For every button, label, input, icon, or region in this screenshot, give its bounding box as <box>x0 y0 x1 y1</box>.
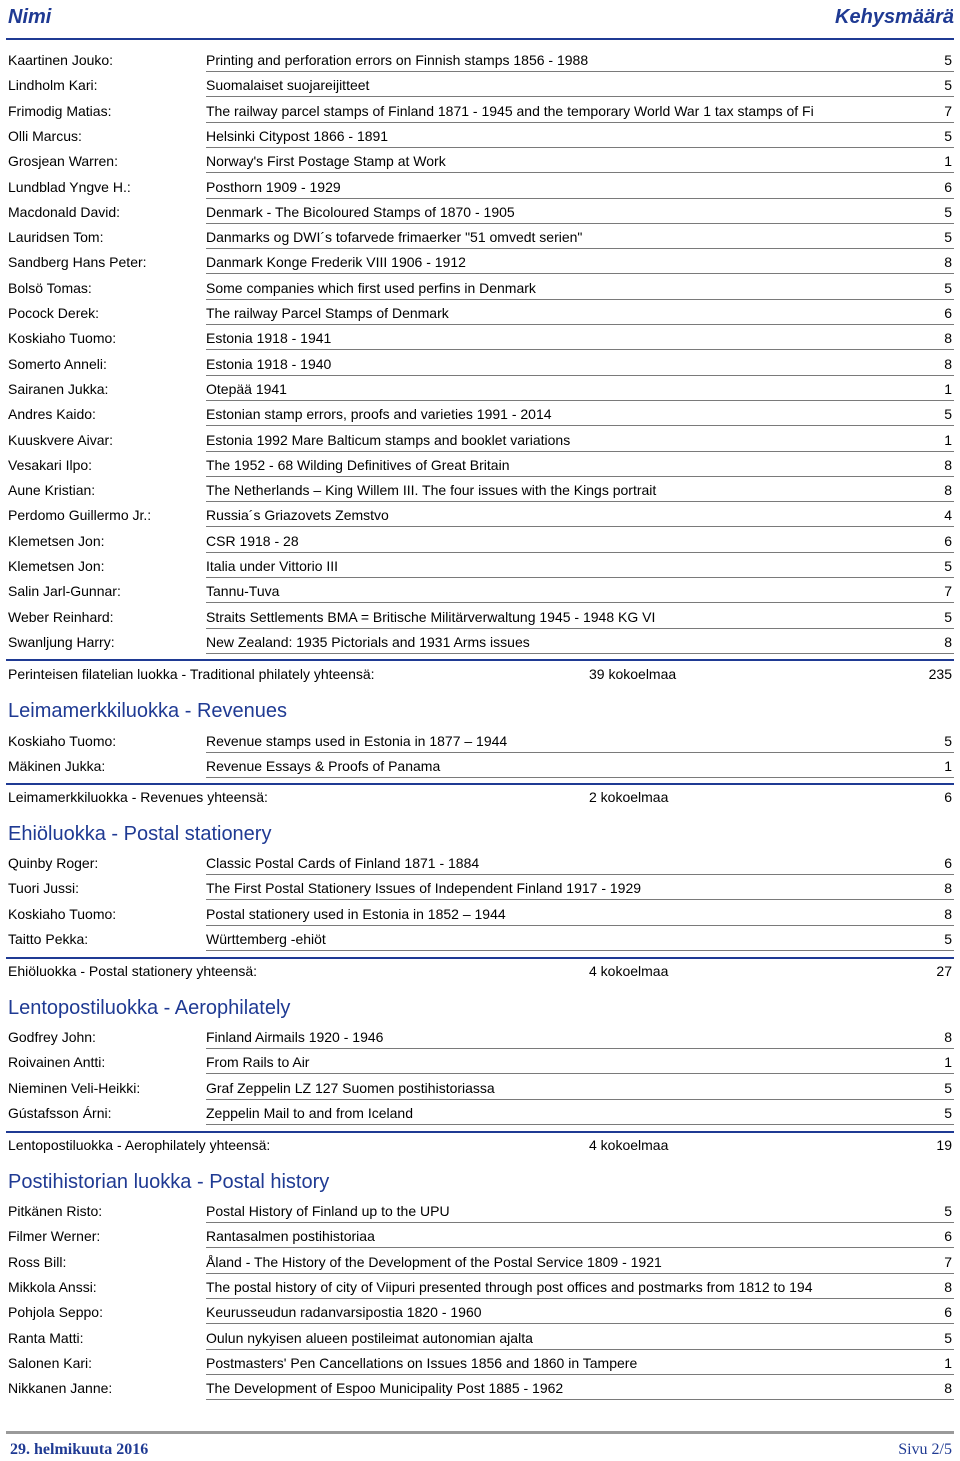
exhibitor-name: Lundblad Yngve H.: <box>8 178 131 195</box>
exhibitor-name: Klemetsen Jon: <box>8 558 105 574</box>
exhibit-row <box>0 505 960 530</box>
exhibit-row <box>0 126 960 151</box>
row-underline <box>206 1222 954 1223</box>
row-underline <box>206 1273 954 1274</box>
exhibit-title: Danmarks og DWI´s tofarvede frimaerker "51 omvedt serien" <box>206 229 583 246</box>
exhibitor-name: Koskiaho Tuomo: <box>8 330 117 347</box>
frame-count: 1 <box>944 153 952 170</box>
exhibit-row <box>0 904 960 929</box>
exhibit-row <box>0 1328 960 1353</box>
frame-count: 5 <box>944 608 952 625</box>
exhibit-row <box>0 480 960 505</box>
frame-count: 8 <box>944 1029 952 1045</box>
frame-count: 1 <box>944 380 952 397</box>
footer-date: 29. helmikuuta 2016 <box>10 1441 149 1458</box>
exhibit-row <box>0 731 960 756</box>
frame-count: 5 <box>944 229 952 246</box>
exhibitor-name: Koskiaho Tuomo: <box>8 733 117 749</box>
exhibit-row <box>0 354 960 379</box>
exhibitor-name: Pocock Derek: <box>8 305 100 321</box>
row-underline <box>206 324 954 325</box>
summary-divider <box>6 659 954 661</box>
exhibit-title: Tannu-Tuva <box>206 583 280 600</box>
row-underline <box>206 501 954 502</box>
frame-count: 5 <box>944 52 952 68</box>
frame-count: 1 <box>944 1054 952 1071</box>
exhibitor-name: Klemetsen Jon: <box>8 532 105 549</box>
frame-count: 6 <box>944 532 952 549</box>
frame-count: 6 <box>944 855 952 871</box>
exhibitor-name: Pohjola Seppo: <box>8 1304 103 1321</box>
frame-count: 5 <box>944 558 952 574</box>
summary-divider <box>6 957 954 959</box>
exhibitor-name: Quinby Roger: <box>8 855 99 871</box>
frame-count: 8 <box>944 254 952 271</box>
exhibit-row <box>0 929 960 954</box>
exhibitor-name: Andres Kaido: <box>8 406 96 423</box>
row-underline <box>206 526 954 527</box>
frame-count: 5 <box>944 733 952 749</box>
exhibitor-name: Perdomo Guillermo Jr.: <box>8 507 152 524</box>
exhibit-row <box>0 1277 960 1302</box>
row-underline <box>206 552 954 553</box>
summary-divider <box>6 1131 954 1133</box>
exhibitor-name: Nieminen Veli-Heikki: <box>8 1079 141 1096</box>
frame-count: 8 <box>944 456 952 473</box>
exhibitor-name: Tuori Jussi: <box>8 880 80 897</box>
exhibit-title: The railway Parcel Stamps of Denmark <box>206 305 449 321</box>
exhibit-title: Oulun nykyisen alueen postileimat autonomian ajalta <box>206 1329 533 1346</box>
row-underline <box>206 1323 954 1324</box>
exhibit-title: The postal history of city of Viipuri presented through post offices and postmarks from 1812 to 194 <box>206 1278 813 1295</box>
exhibitor-name: Godfrey John: <box>8 1029 96 1045</box>
exhibit-row <box>0 50 960 75</box>
exhibit-title: The railway parcel stamps of Finland 1871 - 1945 and the temporary World War 1 tax stamps of Fi <box>206 102 814 119</box>
frame-count: 5 <box>944 1104 952 1121</box>
frame-count: 8 <box>944 355 952 372</box>
exhibitor-name: Lindholm Kari: <box>8 77 98 94</box>
exhibit-row <box>0 531 960 556</box>
exhibit-title: Postmasters' Pen Cancellations on Issues 1856 and 1860 in Tampere <box>206 1354 638 1371</box>
exhibitor-name: Salonen Kari: <box>8 1354 93 1371</box>
exhibitor-name: Sandberg Hans Peter: <box>8 254 147 271</box>
frame-count: 6 <box>944 1304 952 1321</box>
header-divider <box>6 38 954 40</box>
exhibit-title: Norway's First Postage Stamp at Work <box>206 153 446 170</box>
row-underline <box>206 777 954 778</box>
exhibit-title: New Zealand: 1935 Pictorials and 1931 Arms issues <box>206 633 530 650</box>
row-underline <box>206 577 954 578</box>
frame-count: 8 <box>944 1278 952 1295</box>
row-underline <box>206 1247 954 1248</box>
row-underline <box>206 375 954 376</box>
summary-collections: 39 kokoelmaa <box>589 666 677 682</box>
exhibit-title: The Netherlands – King Willem III. The four issues with the Kings portrait <box>206 482 657 499</box>
page-header <box>8 6 954 34</box>
exhibit-row <box>0 853 960 878</box>
exhibitor-name: Ranta Matti: <box>8 1329 84 1346</box>
exhibit-title: Suomalaiset suojareijitteet <box>206 77 370 94</box>
exhibitor-name: Somerto Anneli: <box>8 355 107 372</box>
summary-label: Leimamerkkiluokka - Revenues yhteensä: <box>8 789 268 805</box>
frame-count: 5 <box>944 930 952 947</box>
exhibitor-name: Grosjean Warren: <box>8 153 118 170</box>
exhibit-title: Postal History of Finland up to the UPU <box>206 1203 450 1219</box>
frame-count: 7 <box>944 583 952 600</box>
exhibit-row <box>0 404 960 429</box>
exhibit-title: Estonia 1918 - 1941 <box>206 330 332 347</box>
row-underline <box>206 400 954 401</box>
exhibit-title: Some companies which first used perfins in Denmark <box>206 279 536 296</box>
exhibit-title: Italia under Vittorio III <box>206 558 339 574</box>
frame-count: 8 <box>944 880 952 897</box>
exhibit-title: Otepää 1941 <box>206 380 287 397</box>
frame-count: 1 <box>944 758 952 775</box>
frame-count: 6 <box>944 305 952 321</box>
exhibit-title: Printing and perforation errors on Finnish stamps 1856 - 1988 <box>206 52 589 68</box>
row-underline <box>206 1099 954 1100</box>
frame-count: 6 <box>944 1228 952 1245</box>
exhibit-title: Helsinki Citypost 1866 - 1891 <box>206 127 389 144</box>
exhibit-row <box>0 202 960 227</box>
exhibit-title: CSR 1918 - 28 <box>206 532 299 549</box>
row-underline <box>206 273 954 274</box>
exhibitor-name: Taitto Pekka: <box>8 930 89 947</box>
row-underline <box>206 950 954 951</box>
summary-collections: 4 kokoelmaa <box>589 963 669 979</box>
exhibit-row <box>0 1226 960 1251</box>
summary-total: 235 <box>928 666 952 682</box>
frame-count: 1 <box>944 1354 952 1371</box>
row-underline <box>206 349 954 350</box>
exhibit-row <box>0 252 960 277</box>
row-underline <box>206 602 954 603</box>
footer-divider <box>6 1431 954 1434</box>
section-summary <box>0 961 960 983</box>
section-summary <box>0 1135 960 1157</box>
exhibit-row <box>0 1052 960 1077</box>
row-underline <box>206 147 954 148</box>
exhibit-row <box>0 1252 960 1277</box>
row-underline <box>206 198 954 199</box>
frame-count: 5 <box>944 406 952 423</box>
row-underline <box>206 1124 954 1125</box>
summary-divider <box>6 783 954 785</box>
row-underline <box>206 628 954 629</box>
row-underline <box>206 1399 954 1400</box>
exhibit-row <box>0 878 960 903</box>
exhibit-row <box>0 632 960 657</box>
exhibit-title: Straits Settlements BMA = Britische Militärverwaltung 1945 - 1948 KG VI <box>206 608 656 625</box>
frame-count: 5 <box>944 77 952 94</box>
exhibit-row <box>0 581 960 606</box>
exhibitor-name: Roivainen Antti: <box>8 1054 106 1071</box>
exhibit-row <box>0 756 960 781</box>
row-underline <box>206 752 954 753</box>
row-underline <box>206 223 954 224</box>
footer-page-number: Sivu 2/5 <box>898 1441 952 1458</box>
exhibitor-name: Olli Marcus: <box>8 127 82 144</box>
exhibit-title: The Development of Espoo Municipality Post 1885 - 1962 <box>206 1380 564 1397</box>
row-underline <box>206 425 954 426</box>
frame-count: 5 <box>944 1079 952 1096</box>
exhibitor-name: Sairanen Jukka: <box>8 380 109 397</box>
frame-count: 5 <box>944 203 952 220</box>
frame-count: 7 <box>944 1253 952 1270</box>
frame-count: 5 <box>944 1329 952 1346</box>
exhibit-row <box>0 278 960 303</box>
exhibit-title: The First Postal Stationery Issues of Independent Finland 1917 - 1929 <box>206 880 642 897</box>
row-underline <box>206 899 954 900</box>
frame-count: 8 <box>944 633 952 650</box>
row-underline <box>206 451 954 452</box>
summary-collections: 4 kokoelmaa <box>589 1137 669 1153</box>
exhibit-title: Posthorn 1909 - 1929 <box>206 178 341 195</box>
exhibit-row <box>0 607 960 632</box>
exhibit-row <box>0 1302 960 1327</box>
exhibitor-name: Kuuskvere Aivar: <box>8 431 114 448</box>
exhibit-title: Zeppelin Mail to and from Iceland <box>206 1104 413 1121</box>
exhibitor-name: Nikkanen Janne: <box>8 1380 113 1397</box>
exhibit-row <box>0 303 960 328</box>
row-underline <box>206 172 954 173</box>
frame-count: 1 <box>944 431 952 448</box>
exhibit-row <box>0 1201 960 1226</box>
row-underline <box>206 122 954 123</box>
frame-count: 4 <box>944 507 952 524</box>
summary-label: Ehiöluokka - Postal stationery yhteensä: <box>8 963 258 979</box>
exhibit-title: From Rails to Air <box>206 1054 310 1071</box>
exhibit-title: The 1952 - 68 Wilding Definitives of Great Britain <box>206 456 510 473</box>
exhibitor-name: Aune Kristian: <box>8 482 96 499</box>
row-underline <box>206 1048 954 1049</box>
exhibitor-name: Mikkola Anssi: <box>8 1278 97 1295</box>
exhibitor-name: Weber Reinhard: <box>8 608 114 625</box>
section-title: Leimamerkkiluokka - Revenues <box>8 700 288 722</box>
exhibit-row <box>0 430 960 455</box>
exhibit-title: Classic Postal Cards of Finland 1871 - 1884 <box>206 855 480 871</box>
frame-count: 7 <box>944 102 952 119</box>
frame-count: 5 <box>944 127 952 144</box>
exhibit-title: Finland Airmails 1920 - 1946 <box>206 1029 384 1045</box>
exhibit-title: Revenue stamps used in Estonia in 1877 – 1944 <box>206 733 508 749</box>
row-underline <box>206 1073 954 1074</box>
row-underline <box>206 71 954 72</box>
section-title: Postihistorian luokka - Postal history <box>8 1171 330 1193</box>
exhibit-row <box>0 1078 960 1103</box>
exhibit-row <box>0 1378 960 1403</box>
exhibit-title: Graf Zeppelin LZ 127 Suomen postihistoriassa <box>206 1079 495 1096</box>
exhibitor-name: Gústafsson Árni: <box>8 1104 112 1121</box>
section-title: Lentopostiluokka - Aerophilately <box>8 997 291 1019</box>
exhibitor-name: Pitkänen Risto: <box>8 1203 103 1219</box>
exhibit-title: Åland - The History of the Development of the Postal Service 1809 - 1921 <box>206 1253 662 1270</box>
summary-total: 27 <box>936 963 952 979</box>
exhibitor-name: Salin Jarl-Gunnar: <box>8 583 121 600</box>
exhibitor-name: Ross Bill: <box>8 1253 67 1270</box>
exhibit-row <box>0 177 960 202</box>
exhibit-title: Revenue Essays & Proofs of Panama <box>206 758 441 775</box>
exhibit-title: Estonia 1992 Mare Balticum stamps and booklet variations <box>206 431 571 448</box>
exhibit-title: Württemberg -ehiöt <box>206 930 326 947</box>
exhibit-row <box>0 1353 960 1378</box>
exhibit-row <box>0 227 960 252</box>
row-underline <box>206 96 954 97</box>
frame-count: 5 <box>944 279 952 296</box>
exhibit-title: Estonia 1918 - 1940 <box>206 355 332 372</box>
exhibitor-name: Koskiaho Tuomo: <box>8 905 117 922</box>
exhibit-row <box>0 101 960 126</box>
frame-count: 8 <box>944 1380 952 1397</box>
row-underline <box>206 248 954 249</box>
exhibitor-name: Lauridsen Tom: <box>8 229 104 246</box>
exhibit-row <box>0 75 960 100</box>
exhibit-title: Denmark - The Bicoloured Stamps of 1870 - 1905 <box>206 203 515 220</box>
row-underline <box>206 299 954 300</box>
exhibit-row <box>0 556 960 581</box>
frame-count: 6 <box>944 178 952 195</box>
exhibit-row <box>0 328 960 353</box>
exhibit-row <box>0 1027 960 1052</box>
exhibitor-name: Swanljung Harry: <box>8 633 115 650</box>
frame-count: 8 <box>944 330 952 347</box>
row-underline <box>206 1298 954 1299</box>
exhibit-row <box>0 379 960 404</box>
row-underline <box>206 653 954 654</box>
exhibit-title: Estonian stamp errors, proofs and varieties 1991 - 2014 <box>206 406 552 423</box>
summary-total: 6 <box>944 789 952 805</box>
exhibitor-name: Kaartinen Jouko: <box>8 52 114 68</box>
row-underline <box>206 1374 954 1375</box>
exhibitor-name: Macdonald David: <box>8 203 121 220</box>
frame-count: 8 <box>944 482 952 499</box>
summary-label: Perinteisen filatelian luokka - Traditional philately yhteensä: <box>8 666 375 682</box>
section-summary <box>0 664 960 686</box>
exhibit-row <box>0 455 960 480</box>
exhibit-row <box>0 1103 960 1128</box>
exhibit-title: Russia´s Griazovets Zemstvo <box>206 507 389 524</box>
exhibit-title: Postal stationery used in Estonia in 1852 – 1944 <box>206 905 506 922</box>
section-title: Ehiöluokka - Postal stationery <box>8 823 272 845</box>
exhibit-title: Keurusseudun radanvarsipostia 1820 - 1960 <box>206 1304 482 1321</box>
summary-total: 19 <box>936 1137 952 1153</box>
row-underline <box>206 1349 954 1350</box>
exhibitor-name: Filmer Werner: <box>8 1228 101 1245</box>
exhibitor-name: Frimodig Matias: <box>8 102 112 119</box>
summary-collections: 2 kokoelmaa <box>589 789 669 805</box>
row-underline <box>206 874 954 875</box>
exhibit-title: Danmark Konge Frederik VIII 1906 - 1912 <box>206 254 466 271</box>
row-underline <box>206 925 954 926</box>
section-summary <box>0 787 960 809</box>
exhibitor-name: Vesakari Ilpo: <box>8 456 93 473</box>
row-underline <box>206 476 954 477</box>
header-frames-label: Kehysmäärä <box>835 6 954 28</box>
exhibit-title: Rantasalmen postihistoriaa <box>206 1228 375 1245</box>
header-name-label: Nimi <box>8 6 52 28</box>
summary-label: Lentopostiluokka - Aerophilately yhteensä: <box>8 1137 271 1153</box>
frame-count: 5 <box>944 1203 952 1219</box>
frame-count: 8 <box>944 905 952 922</box>
exhibit-row <box>0 151 960 176</box>
exhibitor-name: Mäkinen Jukka: <box>8 758 106 775</box>
exhibitor-name: Bolsö Tomas: <box>8 279 92 296</box>
